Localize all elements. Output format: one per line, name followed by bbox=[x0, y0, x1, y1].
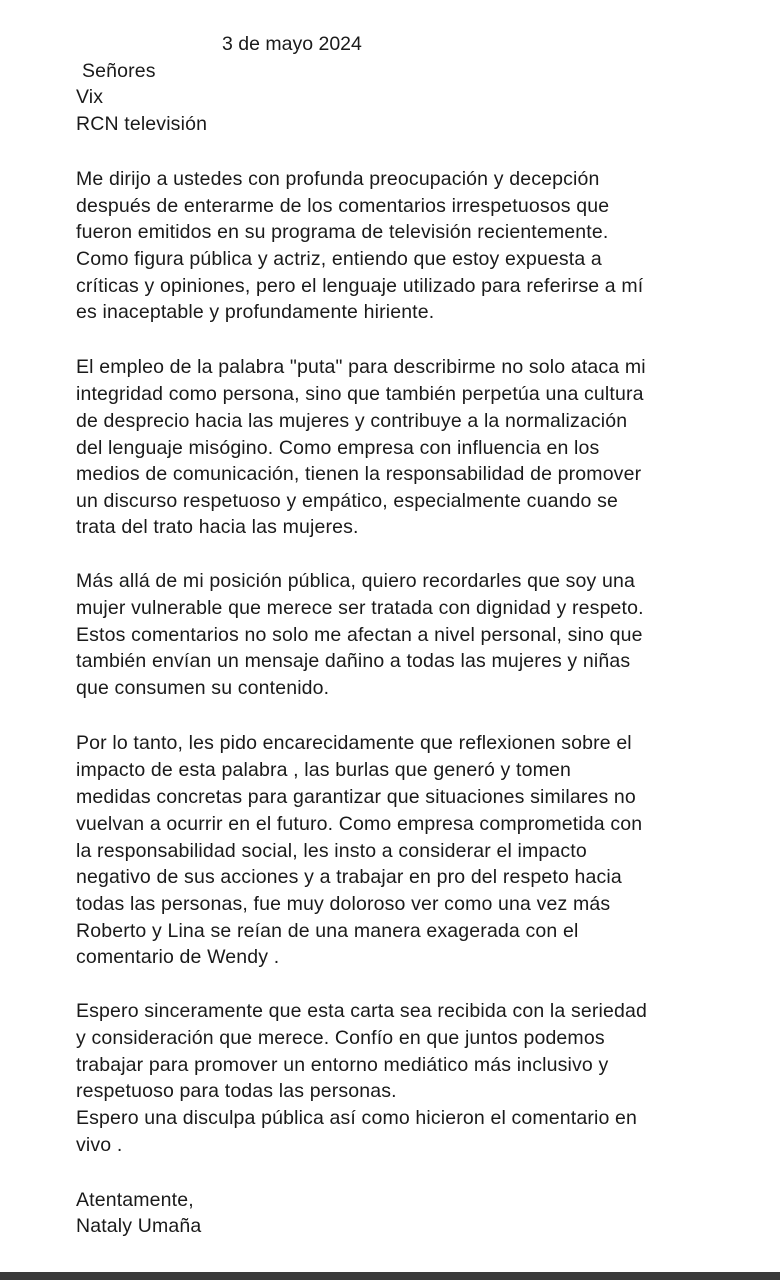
paragraph-5-line: Espero una disculpa pública así como hicieron el comentario en bbox=[76, 1107, 638, 1129]
paragraph-3-line: Más allá de mi posición pública, quiero recordarles que soy una bbox=[76, 570, 636, 592]
paragraph-2-line: del lenguaje misógino. Como empresa con influencia en los bbox=[76, 437, 600, 459]
letter-date: 3 de mayo 2024 bbox=[222, 33, 362, 55]
paragraph-5-line: y consideración que merece. Confío en que juntos podemos bbox=[76, 1027, 605, 1049]
paragraph-4-line: la responsabilidad social, les insto a considerar el impacto bbox=[76, 840, 587, 862]
paragraph-4-line: negativo de sus acciones y a trabajar en pro del respeto hacia bbox=[76, 866, 622, 888]
paragraph-4-line: vuelvan a ocurrir en el futuro. Como empresa comprometida con bbox=[76, 813, 643, 835]
paragraph-2-line: medios de comunicación, tienen la responsabilidad de promover bbox=[76, 463, 642, 485]
closing-salutation: Atentamente, bbox=[76, 1189, 194, 1211]
paragraph-1-line: críticas y opiniones, pero el lenguaje utilizado para referirse a mí bbox=[76, 275, 644, 297]
recipient-line: Señores bbox=[82, 60, 156, 82]
paragraph-1-line: es inaceptable y profundamente hiriente. bbox=[76, 301, 435, 323]
paragraph-1-line: fueron emitidos en su programa de televisión recientemente. bbox=[76, 221, 609, 243]
paragraph-4-line: comentario de Wendy . bbox=[76, 946, 280, 968]
paragraph-3-line: mujer vulnerable que merece ser tratada con dignidad y respeto. bbox=[76, 597, 644, 619]
paragraph-3-line: que consumen su contenido. bbox=[76, 677, 330, 699]
paragraph-5-line: trabajar para promover un entorno mediático más inclusivo y bbox=[76, 1054, 609, 1076]
paragraph-4-line: medidas concretas para garantizar que situaciones similares no bbox=[76, 786, 636, 808]
paragraph-4-line: Por lo tanto, les pido encarecidamente que reflexionen sobre el bbox=[76, 732, 632, 754]
paragraph-3-line: también envían un mensaje dañino a todas las mujeres y niñas bbox=[76, 650, 631, 672]
paragraph-2-line: integridad como persona, sino que también perpetúa una cultura bbox=[76, 383, 644, 405]
paragraph-1-line: Me dirijo a ustedes con profunda preocupación y decepción bbox=[76, 168, 600, 190]
paragraph-1-line: después de enterarme de los comentarios irrespetuosos que bbox=[76, 195, 610, 217]
paragraph-4-line: Roberto y Lina se reían de una manera exagerada con el bbox=[76, 920, 579, 942]
signature-name: Nataly Umaña bbox=[76, 1215, 202, 1237]
bottom-edge-bar bbox=[0, 1272, 780, 1280]
recipient-line: RCN televisión bbox=[76, 113, 208, 135]
paragraph-4-line: impacto de esta palabra , las burlas que generó y tomen bbox=[76, 759, 571, 781]
paragraph-1-line: Como figura pública y actriz, entiendo que estoy expuesta a bbox=[76, 248, 602, 270]
paragraph-2-line: El empleo de la palabra "puta" para describirme no solo ataca mi bbox=[76, 356, 646, 378]
paragraph-2-line: de desprecio hacia las mujeres y contribuye a la normalización bbox=[76, 410, 628, 432]
paragraph-4-line: todas las personas, fue muy doloroso ver como una vez más bbox=[76, 893, 611, 915]
paragraph-3-line: Estos comentarios no solo me afectan a nivel personal, sino que bbox=[76, 624, 643, 646]
paragraph-2-line: trata del trato hacia las mujeres. bbox=[76, 516, 359, 538]
paragraph-5-line: vivo . bbox=[76, 1134, 123, 1156]
paragraph-5-line: respetuoso para todas las personas. bbox=[76, 1080, 397, 1102]
paragraph-5-line: Espero sinceramente que esta carta sea recibida con la seriedad bbox=[76, 1000, 647, 1022]
paragraph-2-line: un discurso respetuoso y empático, especialmente cuando se bbox=[76, 490, 619, 512]
recipient-line: Vix bbox=[76, 86, 104, 108]
